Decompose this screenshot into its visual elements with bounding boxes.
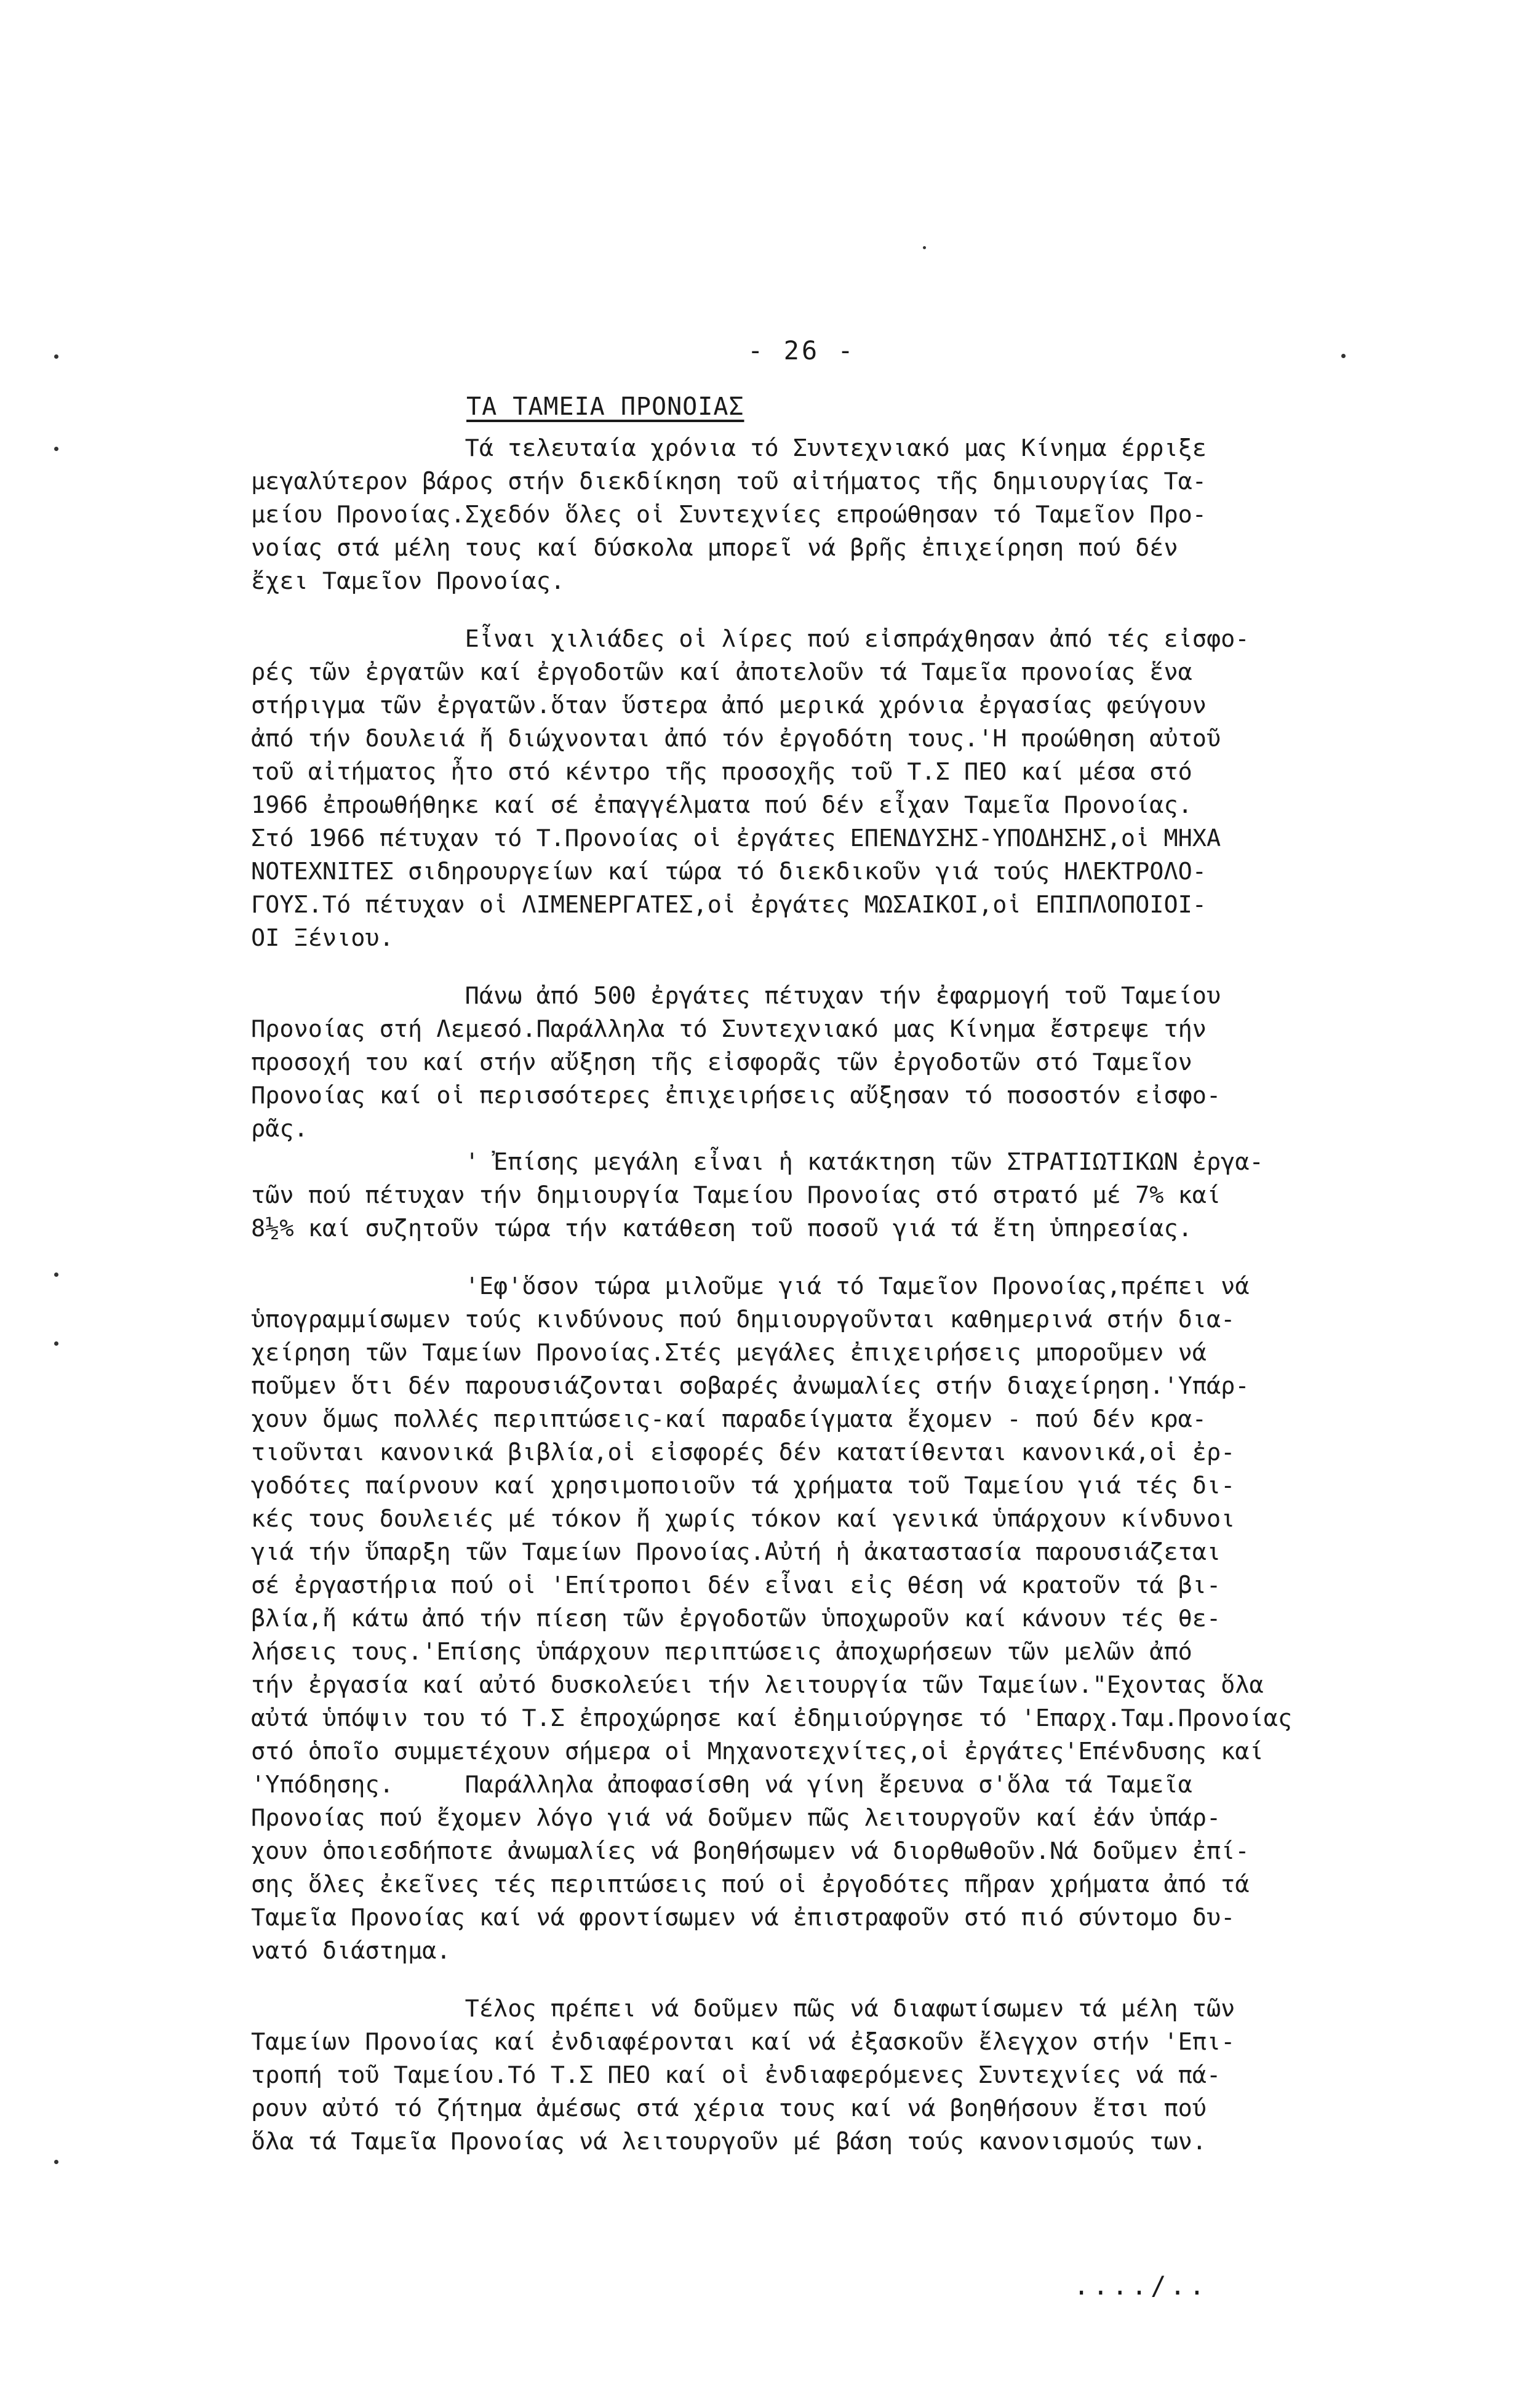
text-line: νατό διάστημα.: [251, 1937, 451, 1965]
text-line: 8½% καί συζητοῦν τώρα τήν κατάθεση τοῦ ποσοῦ γιά τά ἔτη ὑπηρεσίας.: [251, 1215, 1192, 1242]
text-line: τήν ἐργασία καί αὐτό δυσκολεύει τήν λειτουργία τῶν Ταμείων."Εχοντας ὅλα: [251, 1671, 1264, 1699]
text-line: ρές τῶν ἐργατῶν καί ἐργοδοτῶν καί ἀποτελοῦν τά Ταμεῖα προνοίας ἕνα: [251, 658, 1192, 686]
text-line: 'Υπόδησης. Παράλληλα ἀποφασίσθη νά γίνη ἔρευνα σ'ὅλα τά Ταμεῖα: [251, 1771, 1192, 1799]
text-line: μείου Προνοίας.Σχεδόν ὅλες οἱ Συντεχνίες επροώθησαν τό Ταμεῖον Προ-: [251, 501, 1207, 529]
text-line: ' Ἐπίσης μεγάλη εἶναι ἡ κατάκτηση τῶν ΣΤΡΑΤΙΩΤΙΚΩΝ ἐργα-: [251, 1148, 1264, 1176]
text-line: ἀπό τήν δουλειά ἤ διώχνονται ἀπό τόν ἐργοδότη τους.'Η προώθηση αὐτοῦ: [251, 725, 1221, 753]
scan-speck: [54, 1272, 58, 1277]
paragraph: [251, 623, 1451, 955]
paragraph: [251, 980, 1451, 1245]
text-line: χουν ὁποιεσδήποτε ἀνωμαλίες νά βοηθήσωμεν νά διορθωθοῦν.Νά δοῦμεν ἐπί-: [251, 1837, 1250, 1865]
page-number: - 26 -: [748, 335, 856, 366]
text-line: τῶν πού πέτυχαν τήν δημιουργία Ταμείου Προνοίας στό στρατό μέ 7% καί: [251, 1181, 1221, 1209]
paragraph: [251, 1992, 1451, 2159]
text-line: ΟΙ Ξένιου.: [251, 924, 394, 952]
section-heading: ΤΑ ΤΑΜΕΙΑ ΠΡΟΝΟΙΑΣ: [466, 393, 744, 421]
text-line: προσοχή του καί στήν αὔξηση τῆς εἰσφορᾶς τῶν ἐργοδοτῶν στό Ταμεῖον: [251, 1049, 1192, 1076]
text-line: ΓΟΥΣ.Τό πέτυχαν οἱ ΛΙΜΕΝΕΡΓΑΤΕΣ,οἱ ἐργάτες ΜΩΣΑΙΚΟΙ,οἱ ΕΠΙΠΛΟΠΟΙΟΙ-: [251, 891, 1207, 919]
body-text: [251, 432, 1451, 2183]
text-line: ὑπογραμμίσωμεν τούς κινδύνους πού δημιουργοῦνται καθημερινά στήν δια-: [251, 1306, 1235, 1333]
text-line: γοδότες παίρνουν καί χρησιμοποιοῦν τά χρήματα τοῦ Ταμείου γιά τές δι-: [251, 1472, 1235, 1500]
continuation-marker: ..../..: [1074, 2271, 1209, 2301]
text-line: ὅλα τά Ταμεῖα Προνοίας νά λειτουργοῦν μέ βάση τούς κανονισμούς των.: [251, 2128, 1207, 2155]
text-line: Προνοίας στή Λεμεσό.Παράλληλα τό Συντεχνιακό μας Κίνημα ἔστρεψε τήν: [251, 1015, 1207, 1043]
text-line: χουν ὅμως πολλές περιπτώσεις-καί παραδείγματα ἔχομεν - πού δέν κρα-: [251, 1405, 1207, 1433]
text-line: Πάνω ἀπό 500 ἐργάτες πέτυχαν τήν ἐφαρμογή τοῦ Ταμείου: [251, 982, 1221, 1010]
text-line: Τέλος πρέπει νά δοῦμεν πῶς νά διαφωτίσωμεν τά μέλη τῶν: [251, 1995, 1235, 2023]
text-line: τιοῦνται κανονικά βιβλία,οἱ εἰσφορές δέν κατατίθενται κανονικά,οἱ ἐρ-: [251, 1439, 1235, 1466]
text-line: λήσεις τους.'Επίσης ὑπάρχουν περιπτώσεις ἀποχωρήσεων τῶν μελῶν ἀπό: [251, 1638, 1192, 1666]
text-line: Στό 1966 πέτυχαν τό Τ.Προνοίας οἱ ἐργάτες ΕΠΕΝΔΥΣΗΣ-ΥΠΟΔΗΣΗΣ,οἱ ΜΗΧΑ: [251, 825, 1221, 852]
paragraph: [251, 432, 1451, 598]
text-line: νοίας στά μέλη τους καί δύσκολα μπορεῖ νά βρῆς ἐπιχείρηση πού δέν: [251, 534, 1178, 562]
text-line: τοῦ αἰτήματος ἦτο στό κέντρο τῆς προσοχῆς τοῦ Τ.Σ ΠΕΟ καί μέσα στό: [251, 758, 1192, 786]
text-line: Τά τελευταία χρόνια τό Συντεχνιακό μας Κίνημα έρριξε: [251, 434, 1207, 462]
text-line: Προνοίας πού ἔχομεν λόγο γιά νά δοῦμεν πῶς λειτουργοῦν καί ἐάν ὑπάρ-: [251, 1804, 1221, 1832]
scan-speck: [54, 1341, 58, 1346]
text-line: βλία,ἤ κάτω ἀπό τήν πίεση τῶν ἐργοδοτῶν ὑποχωροῦν καί κάνουν τές θε-: [251, 1605, 1221, 1632]
text-line: Προνοίας καί οἱ περισσότερες ἐπιχειρήσεις αὔξησαν τό ποσοστόν εἰσφο-: [251, 1082, 1221, 1109]
text-line: ἔχει Ταμεῖον Προνοίας.: [251, 567, 565, 595]
text-line: Εἶναι χιλιάδες οἱ λίρες πού εἰσπράχθησαν ἀπό τές εἰσφο-: [251, 625, 1250, 653]
text-line: ρουν αὐτό τό ζήτημα ἀμέσως στά χέρια τους καί νά βοηθήσουν ἔτσι πού: [251, 2095, 1207, 2122]
text-line: γιά τήν ὕπαρξη τῶν Ταμείων Προνοίας.Αὐτή ἡ ἀκαταστασία παρουσιάζεται: [251, 1538, 1221, 1566]
text-line: κές τους δουλειές μέ τόκον ἤ χωρίς τόκον καί γενικά ὑπάρχουν κίνδυνοι: [251, 1505, 1235, 1533]
text-line: 1966 ἐπροωθήθηκε καί σέ ἐπαγγέλματα πού δέν εἶχαν Ταμεῖα Προνοίας.: [251, 791, 1192, 819]
scan-speck: [54, 2160, 58, 2164]
scan-speck: [923, 246, 926, 249]
text-line: αὐτά ὑπόψιν του τό Τ.Σ ἐπροχώρησε καί ἐδημιούργησε τό 'Επαρχ.Ταμ.Προνοίας: [251, 1704, 1293, 1732]
text-line: ποῦμεν ὅτι δέν παρουσιάζονται σοβαρές ἀνωμαλίες στήν διαχείρηση.'Υπάρ-: [251, 1372, 1250, 1400]
text-line: σης ὅλες ἐκεῖνες τές περιπτώσεις πού οἱ ἐργοδότες πῆραν χρήματα ἀπό τά: [251, 1871, 1250, 1898]
text-line: ΝΟΤΕΧΝΙΤΕΣ σιδηρουργείων καί τώρα τό διεκδικοῦν γιά τούς ΗΛΕΚΤΡΟΛΟ-: [251, 858, 1207, 885]
scan-speck: [54, 354, 58, 359]
text-line: 'Εφ'ὅσον τώρα μιλοῦμε γιά τό Ταμεῖον Προνοίας,πρέπει νά: [251, 1272, 1250, 1300]
scan-speck: [1341, 354, 1346, 358]
text-line: Ταμείων Προνοίας καί ἐνδιαφέρονται καί νά ἐξασκοῦν ἔλεγχον στήν 'Επι-: [251, 2028, 1235, 2056]
text-line: στό ὁποῖο συμμετέχουν σήμερα οἱ Μηχανοτεχνίτες,οἱ ἐργάτες'Επένδυσης καί: [251, 1738, 1264, 1765]
text-line: στήριγμα τῶν ἐργατῶν.ὅταν ὕστερα ἀπό μερικά χρόνια ἐργασίας φεύγουν: [251, 692, 1207, 719]
text-line: τροπή τοῦ Ταμείου.Τό Τ.Σ ΠΕΟ καί οἱ ἐνδιαφερόμενες Συντεχνίες νά πά-: [251, 2061, 1221, 2089]
paragraph: [251, 1270, 1451, 1968]
text-line: ρᾶς.: [251, 1115, 308, 1143]
text-line: χείρηση τῶν Ταμείων Προνοίας.Στές μεγάλες ἐπιχειρήσεις μποροῦμεν νά: [251, 1339, 1207, 1367]
text-line: Ταμεῖα Προνοίας καί νά φροντίσωμεν νά ἐπιστραφοῦν στό πιό σύντομο δυ-: [251, 1904, 1235, 1932]
text-line: σέ ἐργαστήρια πού οἱ 'Επίτροποι δέν εἶναι εἰς θέση νά κρατοῦν τά βι-: [251, 1572, 1221, 1599]
text-line: μεγαλύτερον βάρος στήν διεκδίκηση τοῦ αἰτήματος τῆς δημιουργίας Τα-: [251, 468, 1207, 495]
scan-speck: [54, 447, 58, 451]
